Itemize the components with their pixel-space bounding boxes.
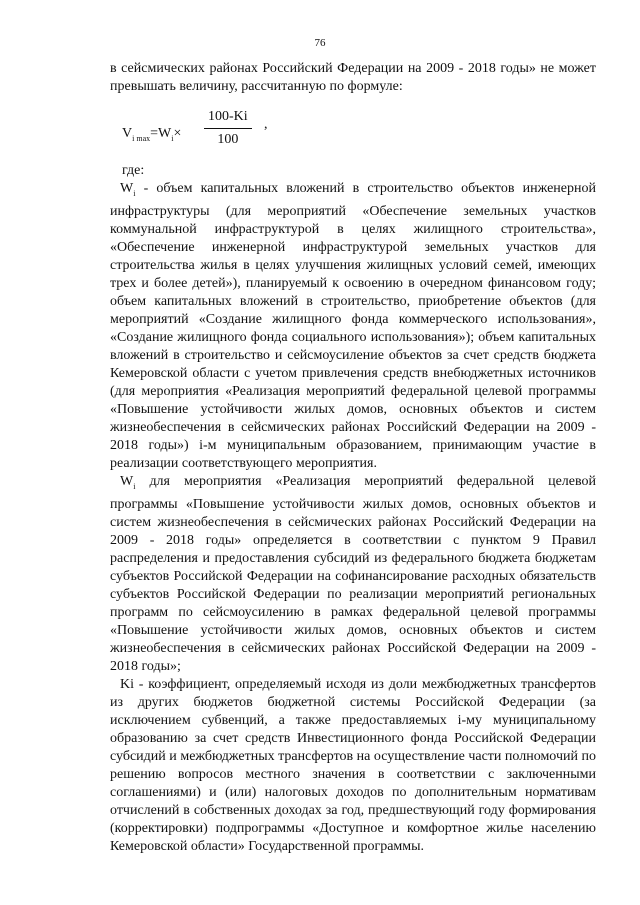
formula-lhs (122, 125, 181, 148)
formula-v-subscript: i max (132, 133, 151, 143)
formula-equals: = (150, 126, 159, 141)
formula-v-symbol: V (122, 126, 133, 141)
formula-numerator: 100-Ki (204, 108, 252, 129)
formula-denominator: 100 (217, 132, 239, 147)
formula-times: × (173, 126, 182, 141)
definition-ki (110, 676, 596, 856)
ki-symbol: Ki (120, 676, 134, 692)
formula-w-symbol: W (158, 126, 172, 141)
formula-fraction (204, 108, 252, 149)
document-body (110, 60, 596, 856)
formula-comma: , (264, 117, 268, 132)
wi2-symbol: W (120, 473, 134, 489)
ki-text: - коэффициент, определяемый исходя из доли межбюджетных трансфертов из других бюджетов бюджетной системы Российской Федерации (за исключением субвенций, а также предоставляемых i-му муниципальному образованию за счет средств Инвестиционного фонда Российской Федерации субсидий и межбюджетных трансфертов на осуществление части полномочий по решению вопросов местного значения в соответствии с заключенными соглашениями) и (или) налоговых доходов по дополнительным нормативам отчислений в собственных доходах за год, предшествующий году формирования (корректировки) подпрограммы «Доступное и комфортное жилье населению Кемеровской области» Государственной программы. (110, 676, 596, 854)
definition-wi-event (110, 473, 596, 676)
wi-symbol: W (120, 181, 134, 196)
wi2-text: для мероприятия «Реализация мероприятий федеральной целевой программы «Повышение устойчивости жилых домов, основных объектов и систем жизнеобеспечения в сейсмических районах Российский Федерации на 2009 - 2018 годы» определяется в соответствии с пунктом 9 Правил распределения и предоставления субсидий из федерального бюджета бюджетам субъектов Российской Федерации на софинансирование расходных обязательств субъектов Российской Федерации по реализации мероприятий региональных программ по сейсмоусилению в рамках федеральной целевой программы «Повышение устойчивости жилых домов, основных объектов и систем жизнеобеспечения в сейсмических районах Российской Федерации на 2009 - 2018 годы»; (110, 473, 597, 674)
formula-w-subscript: i (171, 133, 174, 143)
page-number: 76 (314, 37, 326, 49)
wi2-subscript: i (133, 481, 136, 491)
wi-subscript: i (133, 188, 136, 198)
where-label: где: (122, 163, 145, 178)
formula (122, 108, 596, 160)
wi-text: - объем капитальных вложений в строительство объектов инженерной инфраструктуры (для мероприятий «Обеспечение земельных участков коммунальной инфраструктурой в целях жилищного строительства», «Обеспечение инженерной инфраструктурой земельных участков для строительства жилья в целях улучшения жилищных условий семей, имеющих трех и более детей»), планируемый к освоению в очередном финансовом году; объем капитальных вложений в строительство, приобретение объектов (для мероприятий «Создание жилищного фонда коммерческого использования», «Создание жилищного фонда социального использования»); объем капитальных вложений в строительство и сейсмоусиление объектов за счет средств бюджета Кемеровской области с учетом привлечения средств внебюджетных источников (для мероприятия «Реализация мероприятий федеральной целевой программы «Повышение устойчивости жилых домов, основных объектов и систем жизнеобеспечения в сейсмических районах Российский Федерации на 2009 - 2018 годы») i-м муниципальным образованием, принимающим участие в реализации соответствующего мероприятия. (110, 181, 596, 471)
definition-wi (110, 180, 596, 473)
intro-paragraph: в сейсмических районах Российский Федерации на 2009 - 2018 годы» не может превышать величину, рассчитанную по формуле: (110, 61, 596, 94)
